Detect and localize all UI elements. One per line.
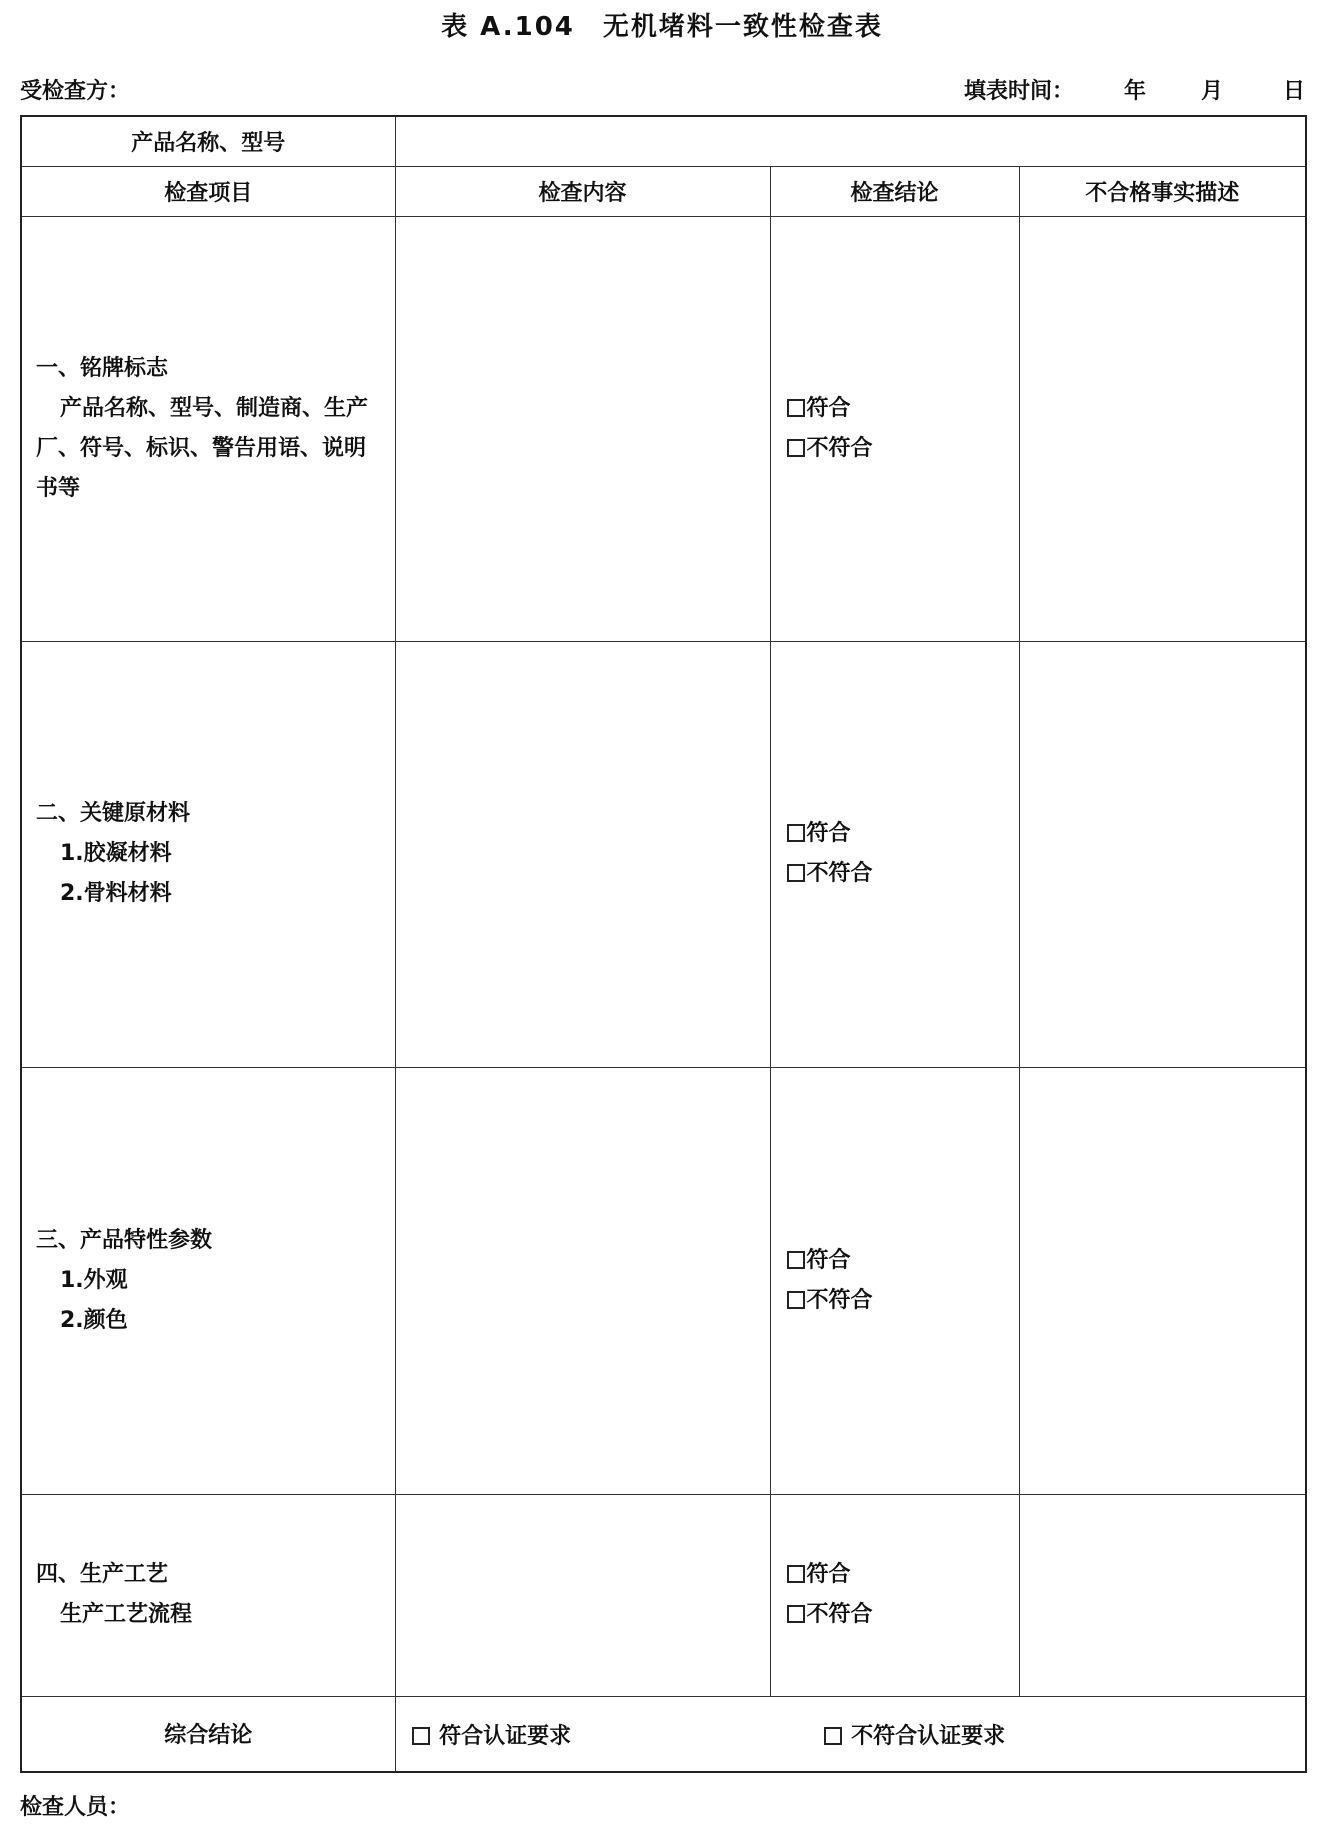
- nonconform-desc-cell[interactable]: [1019, 216, 1306, 641]
- nonconform-option[interactable]: 不符合: [787, 1595, 1019, 1635]
- conclusion-cell: [770, 641, 1019, 1067]
- conform-option[interactable]: 符合: [787, 389, 1019, 429]
- content-cell[interactable]: [395, 216, 770, 641]
- conclusion-cell: [770, 1494, 1019, 1696]
- summary-nonconform-option[interactable]: 不符合认证要求: [824, 1719, 1006, 1750]
- summary-row: [21, 1696, 1306, 1772]
- product-label: 产品名称、型号: [21, 116, 395, 166]
- col-header-content: 检查内容: [395, 166, 770, 216]
- checkbox-icon[interactable]: [787, 1291, 805, 1309]
- item-subitem: 1.胶凝材料: [60, 841, 172, 866]
- item-cell-nameplate: [21, 216, 395, 641]
- summary-conform-option[interactable]: 符合认证要求: [412, 1719, 572, 1750]
- item-heading: 二、关键原材料: [36, 801, 191, 826]
- inspected-party-label: 受检查方：: [20, 79, 131, 104]
- checkbox-icon[interactable]: [787, 824, 805, 842]
- checkbox-icon[interactable]: [787, 439, 805, 457]
- fill-time: [964, 74, 1305, 105]
- nonconform-option[interactable]: 不符合: [787, 1281, 1019, 1321]
- nonconform-desc-cell[interactable]: [1019, 641, 1306, 1067]
- item-subitem: 1.外观: [60, 1267, 128, 1293]
- checkbox-icon[interactable]: [787, 399, 805, 417]
- item-cell-process: [21, 1494, 395, 1696]
- day-label: 日: [1282, 79, 1305, 104]
- conform-option[interactable]: 符合: [787, 814, 1019, 854]
- col-header-conclusion: 检查结论: [770, 166, 1019, 216]
- table-row: [21, 1494, 1306, 1696]
- col-header-nonconform-desc: 不合格事实描述: [1019, 166, 1306, 216]
- col-header-item: 检查项目: [21, 166, 395, 216]
- checkbox-icon[interactable]: [824, 1727, 842, 1745]
- form-title: 表 A.104 无机堵料一致性检查表: [441, 12, 883, 42]
- item-cell-materials: [21, 641, 395, 1067]
- item-cell-characteristics: [21, 1067, 395, 1494]
- year-label: 年: [1123, 79, 1146, 104]
- table-row: [21, 216, 1306, 641]
- content-cell[interactable]: [395, 641, 770, 1067]
- conclusion-cell: [770, 216, 1019, 641]
- item-detail: 产品名称、型号、制造商、生产厂、符号、标识、警告用语、说明书等: [36, 395, 369, 501]
- table-row: [21, 1067, 1306, 1494]
- table-row: [21, 641, 1306, 1067]
- header-row: [21, 166, 1306, 216]
- item-heading: 一、铭牌标志: [36, 355, 169, 381]
- conform-option[interactable]: 符合: [787, 1241, 1019, 1281]
- content-cell[interactable]: [395, 1067, 770, 1494]
- nonconform-option[interactable]: 不符合: [787, 429, 1019, 469]
- item-heading: 三、产品特性参数: [36, 1227, 213, 1253]
- checkbox-icon[interactable]: [787, 1251, 805, 1269]
- checkbox-icon[interactable]: [412, 1727, 430, 1745]
- item-subitem: 生产工艺流程: [60, 1602, 193, 1627]
- inspector-label: 检查人员：: [20, 1795, 131, 1820]
- conclusion-cell: [770, 1067, 1019, 1494]
- checkbox-icon[interactable]: [787, 864, 805, 882]
- summary-options-cell: [395, 1696, 1306, 1772]
- content-cell[interactable]: [395, 1494, 770, 1696]
- fill-time-label: 填表时间：: [963, 79, 1074, 104]
- summary-label: 综合结论: [21, 1696, 395, 1772]
- checkbox-icon[interactable]: [787, 1605, 805, 1623]
- nonconform-desc-cell[interactable]: [1019, 1067, 1306, 1494]
- nonconform-desc-cell[interactable]: [1019, 1494, 1306, 1696]
- month-label: 月: [1200, 79, 1223, 104]
- product-input-cell[interactable]: [395, 116, 1306, 166]
- item-subitem: 2.颜色: [60, 1307, 128, 1333]
- product-row: [21, 116, 1306, 166]
- conform-option[interactable]: 符合: [787, 1555, 1019, 1595]
- checkbox-icon[interactable]: [787, 1565, 805, 1583]
- item-subitem: 2.骨料材料: [60, 881, 172, 906]
- inspection-table: [20, 115, 1307, 1773]
- nonconform-option[interactable]: 不符合: [787, 854, 1019, 894]
- meta-row: [20, 74, 1305, 104]
- item-heading: 四、生产工艺: [36, 1562, 169, 1587]
